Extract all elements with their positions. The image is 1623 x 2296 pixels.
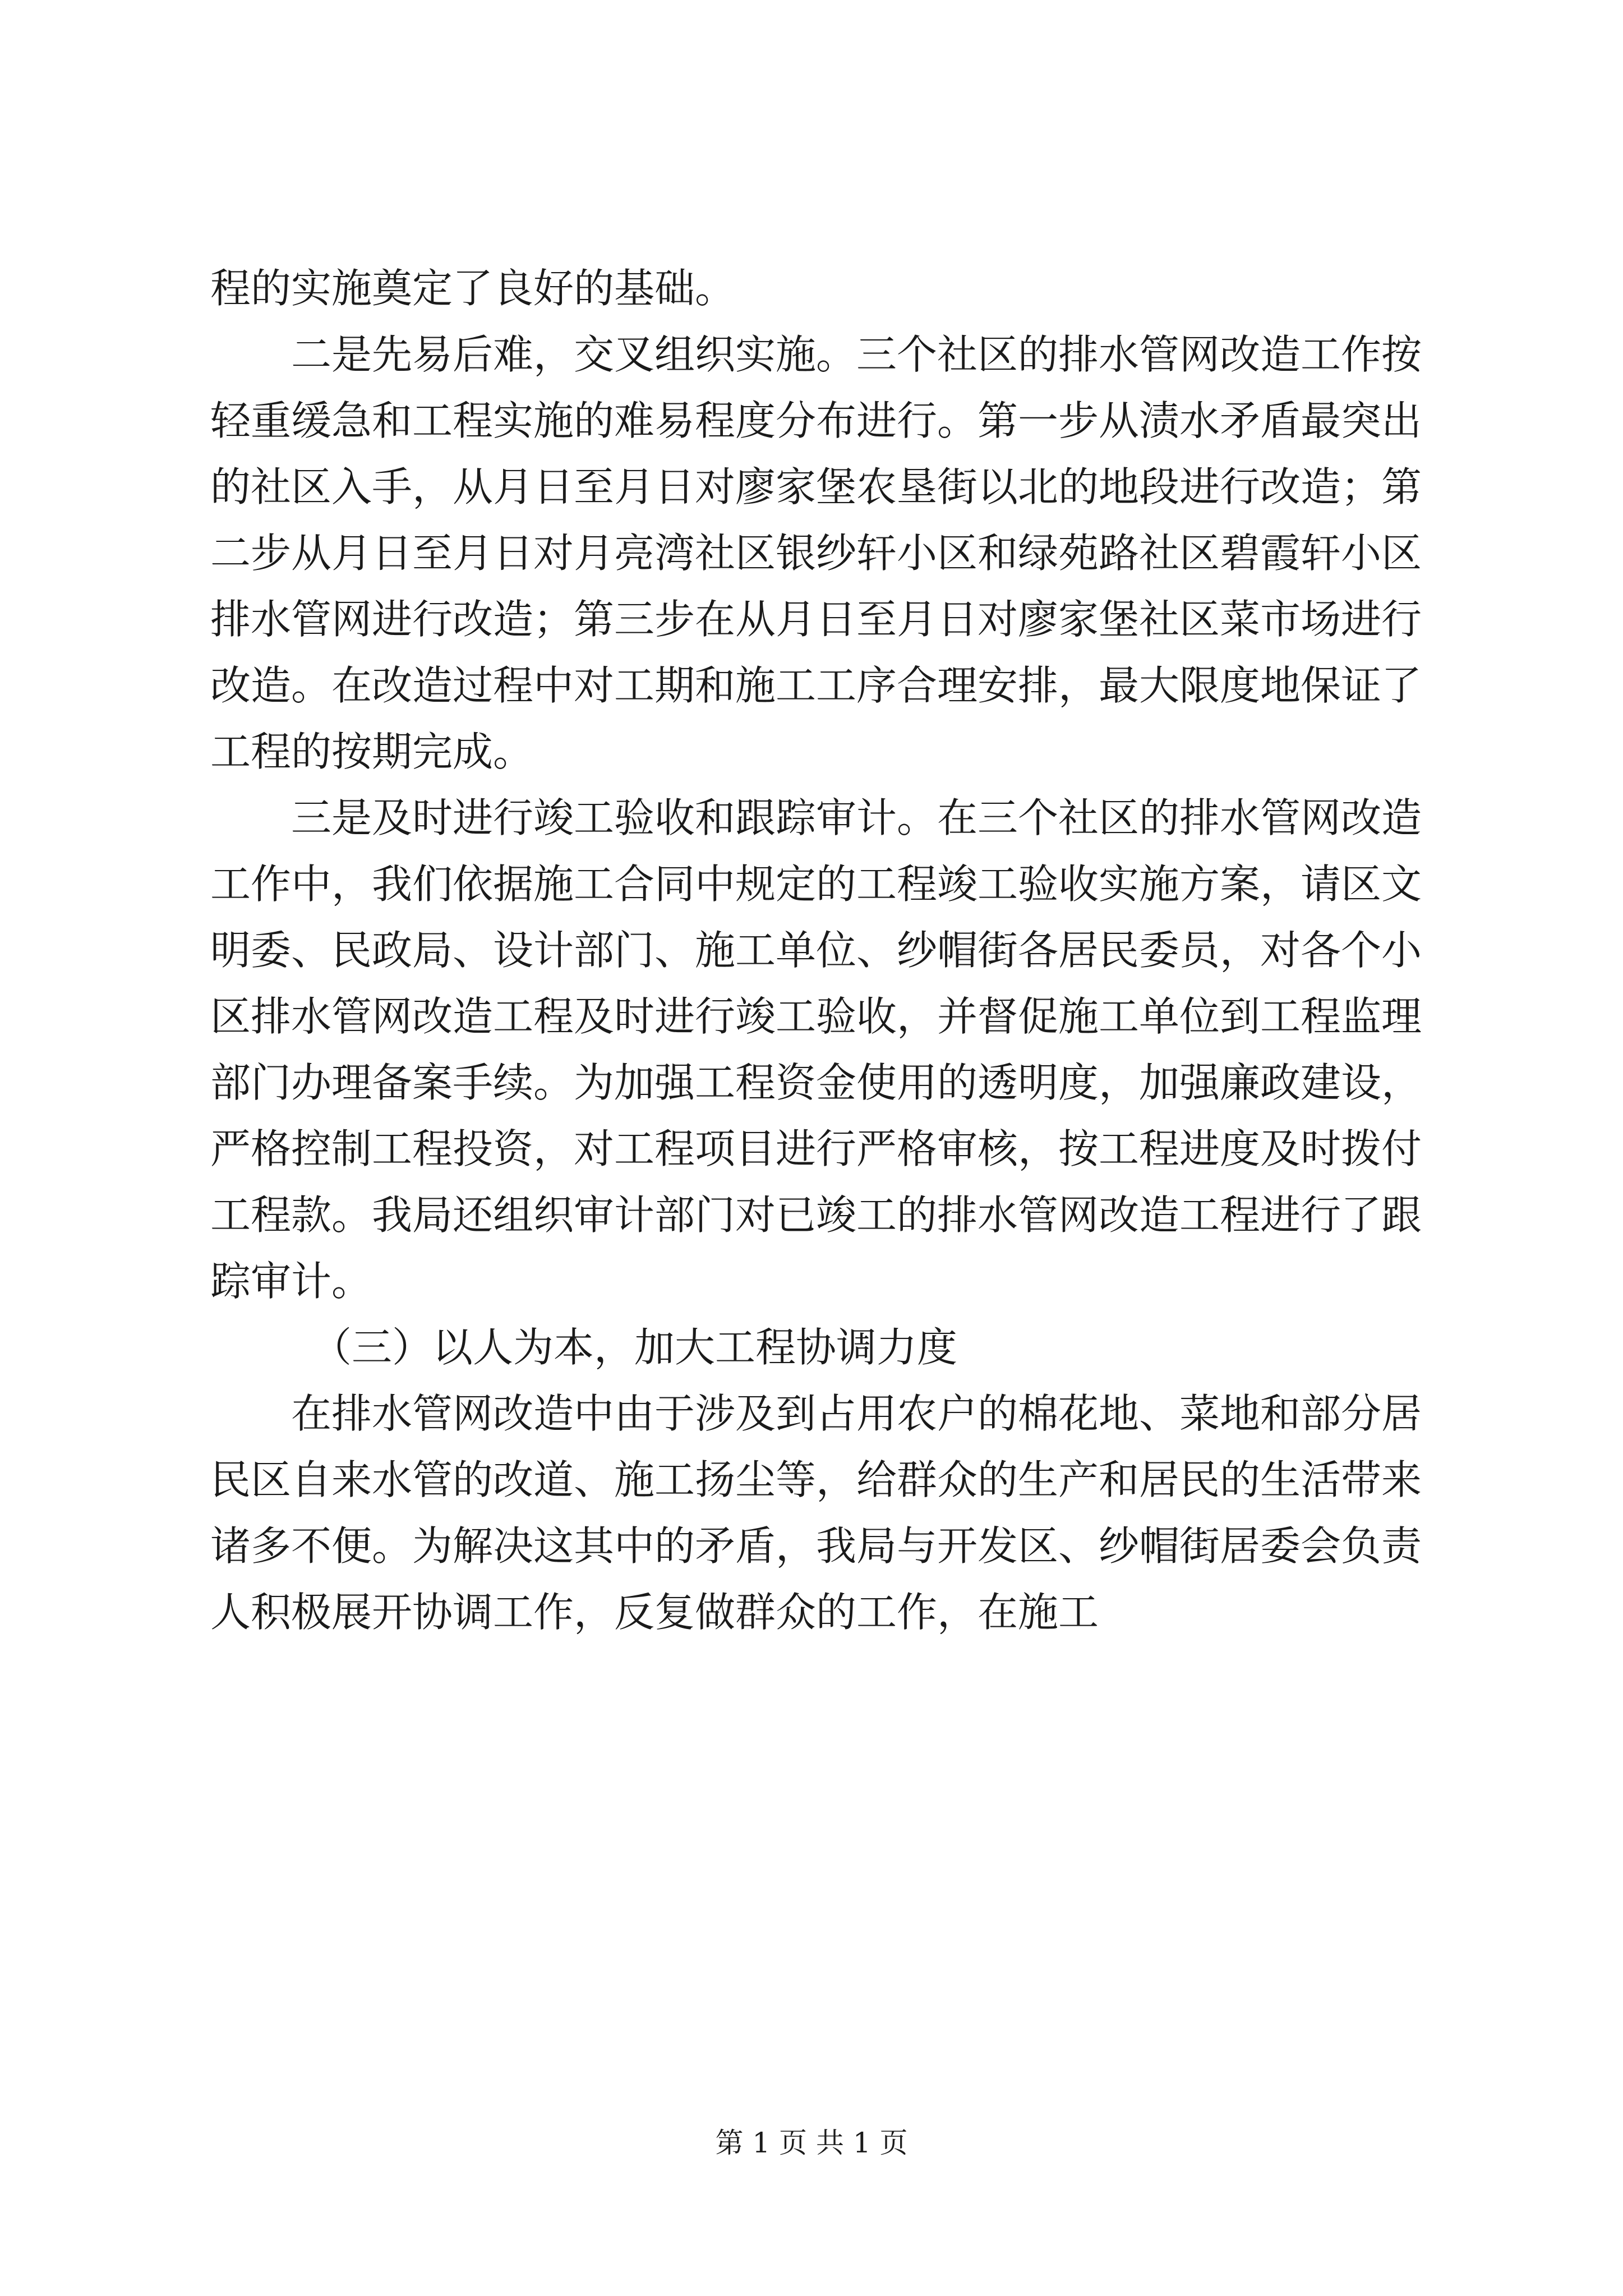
- paragraph-step-three: 三是及时进行竣工验收和跟踪审计。在三个社区的排水管网改造工作中，我们依据施工合同中规定的工程竣工验收实施方案，请区文明委、民政局、设计部门、施工单位、纱帽街各居民委员，对各个小区排水管网改造工程及时进行竣工验收，并督促施工单位到工程监理部门办理备案手续。为加强工程资金使用的透明度，加强廉政建设，严格控制工程投资，对工程项目进行严格审核，按工程进度及时拨付工程款。我局还组织审计部门对已竣工的排水管网改造工程进行了跟踪审计。: [210, 794, 1422, 1305]
- document-body: [210, 255, 1422, 1645]
- paragraph-continuation: 程的实施奠定了良好的基础。: [210, 265, 736, 312]
- section-heading: （三）以人为本，加大工程协调力度: [311, 1324, 958, 1371]
- paragraph-step-two: 二是先易后难，交叉组织实施。三个社区的排水管网改造工作按轻重缓急和工程实施的难易程度分布进行。第一步从渍水矛盾最突出的社区入手，从月日至月日对廖家堡农垦街以北的地段进行改造；第二步从月日至月日对月亮湾社区银纱轩小区和绿苑路社区碧霞轩小区排水管网进行改造；第三步在从月日至月日对廖家堡社区菜市场进行改造。在改造过程中对工期和施工工序合理安排，最大限度地保证了工程的按期完成。: [210, 331, 1422, 775]
- paragraph-coordination: 在排水管网改造中由于涉及到占用农户的棉花地、菜地和部分居民区自来水管的改道、施工扬尘等，给群众的生产和居民的生活带来诸多不便。为解决这其中的矛盾，我局与开发区、纱帽街居委会负责人积极展开协调工作，反复做群众的工作，在施工: [210, 1390, 1422, 1636]
- page-footer: 第 1 页 共 1 页: [715, 2127, 908, 2159]
